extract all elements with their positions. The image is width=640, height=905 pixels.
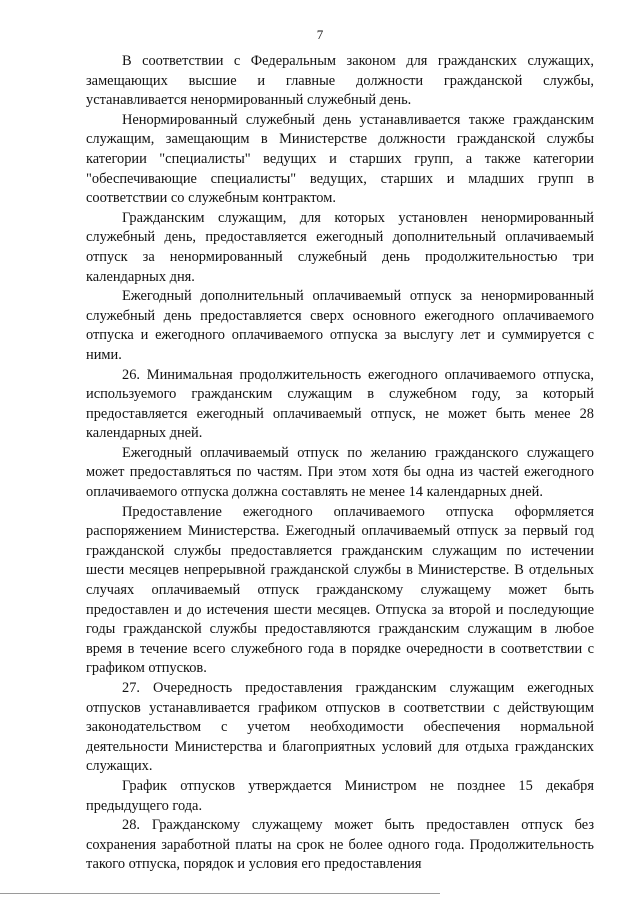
paragraph: В соответствии с Федеральным законом для гражданских служащих, замещающих высшие и главные должности гражданской службы, устанавливается ненормированный служебный день.: [86, 53, 594, 109]
footer-divider: [0, 893, 440, 894]
paragraph: 27. Очередность предоставления гражданским служащим ежегодных отпусков устанавливается графиком отпусков в соответствии с действующим законодательством с учетом необходимости обеспечения нормальной деятельности Министерства и благоприятных условий для отдыха гражданских служащих.: [86, 680, 594, 775]
paragraph: Ненормированный служебный день устанавливается также гражданским служащим, замещающим в Министерстве должности гражданской службы категории "специалисты" ведущих и старших групп, а также категории "обеспечивающие специалисты" ведущих, старших и младших групп в соответствии со служебным контрактом.: [86, 111, 594, 207]
paragraph: Ежегодный оплачиваемый отпуск по желанию гражданского служащего может предоставляться по частям. При этом хотя бы одна из частей ежегодного оплачиваемого отпуска должна составлять не менее 14 календарных дней.: [86, 444, 594, 501]
paragraph: График отпусков утверждается Министром не позднее 15 декабря предыдущего года.: [86, 777, 594, 814]
document-body: [86, 52, 594, 875]
paragraph: Гражданским служащим, для которых установлен ненормированный служебный день, предоставляется ежегодный дополнительный оплачиваемый отпуск за ненормированный служебный день продолжительностью три календарных дня.: [86, 209, 594, 285]
paragraph: 28. Гражданскому служащему может быть предоставлен отпуск без сохранения заработной платы на срок не более одного года. Продолжительность такого отпуска, порядок и условия его предоставления: [86, 817, 594, 873]
paragraph: Ежегодный дополнительный оплачиваемый отпуск за ненормированный служебный день предоставляется сверх основного ежегодного оплачиваемого отпуска и ежегодного оплачиваемого отпуска за выслугу лет и суммируется с ними.: [86, 288, 594, 363]
paragraph: 26. Минимальная продолжительность ежегодного оплачиваемого отпуска, используемого гражданским служащим в служебном году, за который предоставляется ежегодный оплачиваемый отпуск, не может быть менее 28 календарных дней.: [86, 366, 594, 442]
paragraph: Предоставление ежегодного оплачиваемого отпуска оформляется распоряжением Министерства. Ежегодный оплачиваемый отпуск за первый год гражданской службы предоставляется гражданским служащим по истечении шести месяцев непрерывной гражданской службы в Министерстве. В отдельных случаях оплачиваемый отпуск гражданскому служащему может быть предоставлен и до истечения шести месяцев. Отпуска за второй и последующие годы гражданской службы предоставляются гражданским служащим в любое время в течение всего служебного года в порядке очередности в соответствии с графиком отпусков.: [86, 503, 594, 677]
page-number: 7: [316, 27, 324, 42]
